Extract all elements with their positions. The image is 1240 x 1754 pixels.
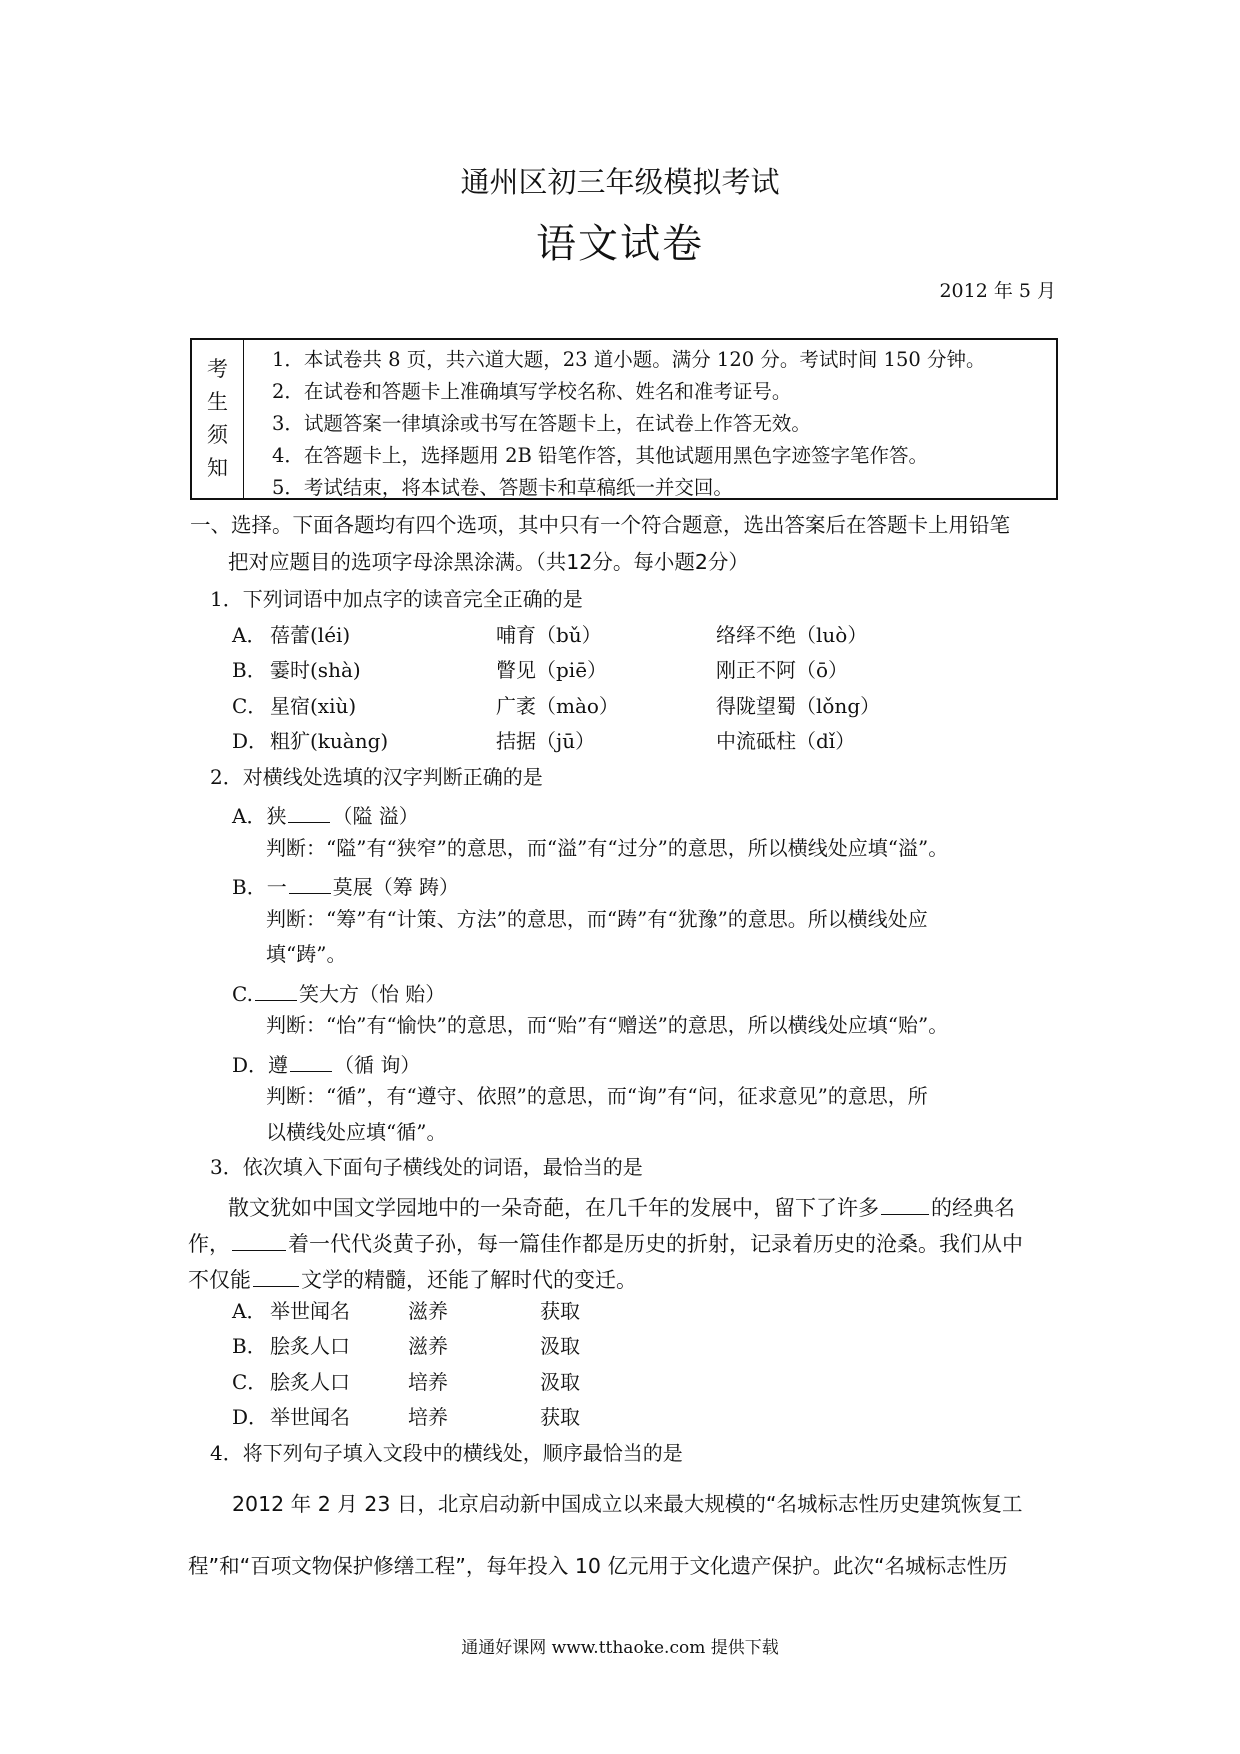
- option-paren: 莫展（筹 踌）: [332, 875, 460, 899]
- option-label: A．狭: [232, 804, 287, 828]
- option-paren: （隘 溢）: [332, 804, 419, 828]
- option-word: 中流砥柱（dǐ）: [716, 729, 856, 753]
- fill-blank: [881, 1193, 929, 1215]
- option-label: D．遵: [232, 1053, 289, 1077]
- option-label: C.: [232, 982, 253, 1006]
- option-word: 培养: [408, 1405, 448, 1429]
- notice-item: 4．在答题卡上，选择题用 2B 铅笔作答，其他试题用黑色字迹签字笔作答。: [272, 444, 929, 467]
- option-word: 络绎不绝（luò）: [716, 623, 868, 647]
- passage-text: 不仅能: [188, 1268, 251, 1292]
- notice-label: [192, 340, 244, 498]
- option-row: [232, 1051, 420, 1075]
- option-word: 得陇望蜀（lǒng）: [716, 694, 881, 718]
- notice-item: 2．在试卷和答题卡上准确填写学校名称、姓名和准考证号。: [272, 380, 792, 403]
- option-word: 汲取: [540, 1334, 580, 1358]
- exam-date: 2012 年 5 月: [939, 280, 1056, 302]
- option-row: [232, 980, 445, 1004]
- option-word: 瞥见（piē）: [496, 658, 608, 682]
- passage-text: 着一代代炎黄子孙，每一篇佳作都是历史的折射，记录着历史的沧桑。我们从中: [288, 1232, 1023, 1256]
- passage-text: 的经典名: [931, 1196, 1015, 1220]
- option-word: 汲取: [540, 1370, 580, 1394]
- question-stem: 1．下列词语中加点字的读音完全正确的是: [210, 587, 583, 611]
- option-letter: A．: [232, 623, 267, 647]
- fill-blank: [290, 1051, 332, 1072]
- fill-blank: [289, 873, 331, 894]
- section-heading: 一、选择。下面各题均有四个选项，其中只有一个符合题意，选出答案后在答题卡上用铅笔: [190, 513, 1010, 537]
- option-letter: D．: [232, 1405, 269, 1429]
- option-letter: C．: [232, 1370, 268, 1394]
- passage-line: [188, 1229, 1023, 1255]
- passage-text: 散文犹如中国文学园地中的一朵奇葩，在几千年的发展中，留下了许多: [228, 1196, 879, 1220]
- option-letter: B．: [232, 658, 267, 682]
- notice-label-char: 考: [207, 357, 228, 381]
- exam-subtitle: 通州区初三年级模拟考试: [460, 165, 780, 199]
- option-letter: B．: [232, 1334, 267, 1358]
- option-word: 粗犷(kuàng): [270, 729, 389, 753]
- option-paren: 笑大方（怡 贻）: [298, 982, 446, 1006]
- judgement-text: 判断：“筹”有“计策、方法”的意思，而“踌”有“犹豫”的意思。所以横线处应: [266, 907, 928, 931]
- option-letter: C．: [232, 694, 268, 718]
- option-word: 滋养: [408, 1299, 448, 1323]
- option-paren: （循 询）: [334, 1053, 421, 1077]
- question-stem: 3．依次填入下面句子横线处的词语，最恰当的是: [210, 1155, 643, 1179]
- notice-item: 1．本试卷共 8 页，共六道大题，23 道小题。满分 120 分。考试时间 150 分钟。: [272, 348, 986, 371]
- passage-line: [188, 1265, 637, 1291]
- option-word: 哺育（bǔ）: [496, 623, 602, 647]
- judgement-text: 判断：“怡”有“愉快”的意思，而“贻”有“赠送”的意思，所以横线处应填“贻”。: [266, 1013, 949, 1037]
- option-row: [232, 873, 459, 897]
- option-word: 拮据（jū）: [496, 729, 596, 753]
- passage-text: 文学的精髓，还能了解时代的变迁。: [301, 1268, 637, 1292]
- section-heading-cont: 把对应题目的选项字母涂黑涂满。（共12分。每小题2分）: [228, 550, 749, 574]
- option-word: 举世闻名: [270, 1299, 350, 1323]
- exam-title: 语文试卷: [536, 221, 704, 267]
- fill-blank: [255, 980, 297, 1001]
- option-letter: A．: [232, 1299, 267, 1323]
- option-word: 脍炙人口: [270, 1370, 350, 1394]
- notice-label-char: 生: [207, 390, 228, 414]
- question-stem: 4．将下列句子填入文段中的横线处，顺序最恰当的是: [210, 1441, 683, 1465]
- option-word: 获取: [540, 1299, 580, 1323]
- option-word: 星宿(xiù): [270, 694, 357, 718]
- candidate-notice-box: [190, 338, 1058, 500]
- judgement-text: 以横线处应填“循”。: [266, 1120, 447, 1144]
- option-word: 培养: [408, 1370, 448, 1394]
- option-label: B．一: [232, 875, 287, 899]
- passage-text: 作，: [188, 1232, 230, 1256]
- judgement-text: 判断：“循”，有“遵守、依照”的意思，而“询”有“问，征求意见”的意思，所: [266, 1084, 928, 1108]
- judgement-text: 判断：“隘”有“狭窄”的意思，而“溢”有“过分”的意思，所以横线处应填“溢”。: [266, 836, 949, 860]
- judgement-text: 填“踌”。: [266, 942, 347, 966]
- option-word: 举世闻名: [270, 1405, 350, 1429]
- page-footer: 通通好课网 www.tthaoke.com 提供下载: [461, 1638, 779, 1658]
- option-word: 霎时(shà): [270, 658, 361, 682]
- fill-blank: [232, 1229, 286, 1251]
- option-word: 获取: [540, 1405, 580, 1429]
- option-word: 广袤（mào）: [496, 694, 619, 718]
- fill-blank: [253, 1265, 299, 1287]
- passage-line: 程”和“百项文物保护修缮工程”，每年投入 10 亿元用于文化遗产保护。此次“名城标志性历: [188, 1554, 1008, 1578]
- option-row: [232, 802, 419, 826]
- option-letter: D．: [232, 729, 269, 753]
- option-word: 脍炙人口: [270, 1334, 350, 1358]
- fill-blank: [288, 802, 330, 823]
- option-word: 刚正不阿（ō）: [716, 658, 849, 682]
- passage-line: [228, 1193, 1015, 1219]
- question-stem: 2．对横线处选填的汉字判断正确的是: [210, 765, 543, 789]
- option-word: 蓓蕾(léi): [270, 623, 351, 647]
- option-word: 滋养: [408, 1334, 448, 1358]
- passage-line: 2012 年 2 月 23 日，北京启动新中国成立以来最大规模的“名城标志性历史建筑恢复工: [232, 1492, 1023, 1516]
- notice-label-char: 知: [207, 456, 228, 480]
- notice-label-char: 须: [207, 423, 228, 447]
- notice-item: 3．试题答案一律填涂或书写在答题卡上，在试卷上作答无效。: [272, 412, 811, 435]
- notice-item: 5．考试结束，将本试卷、答题卡和草稿纸一并交回。: [272, 476, 733, 499]
